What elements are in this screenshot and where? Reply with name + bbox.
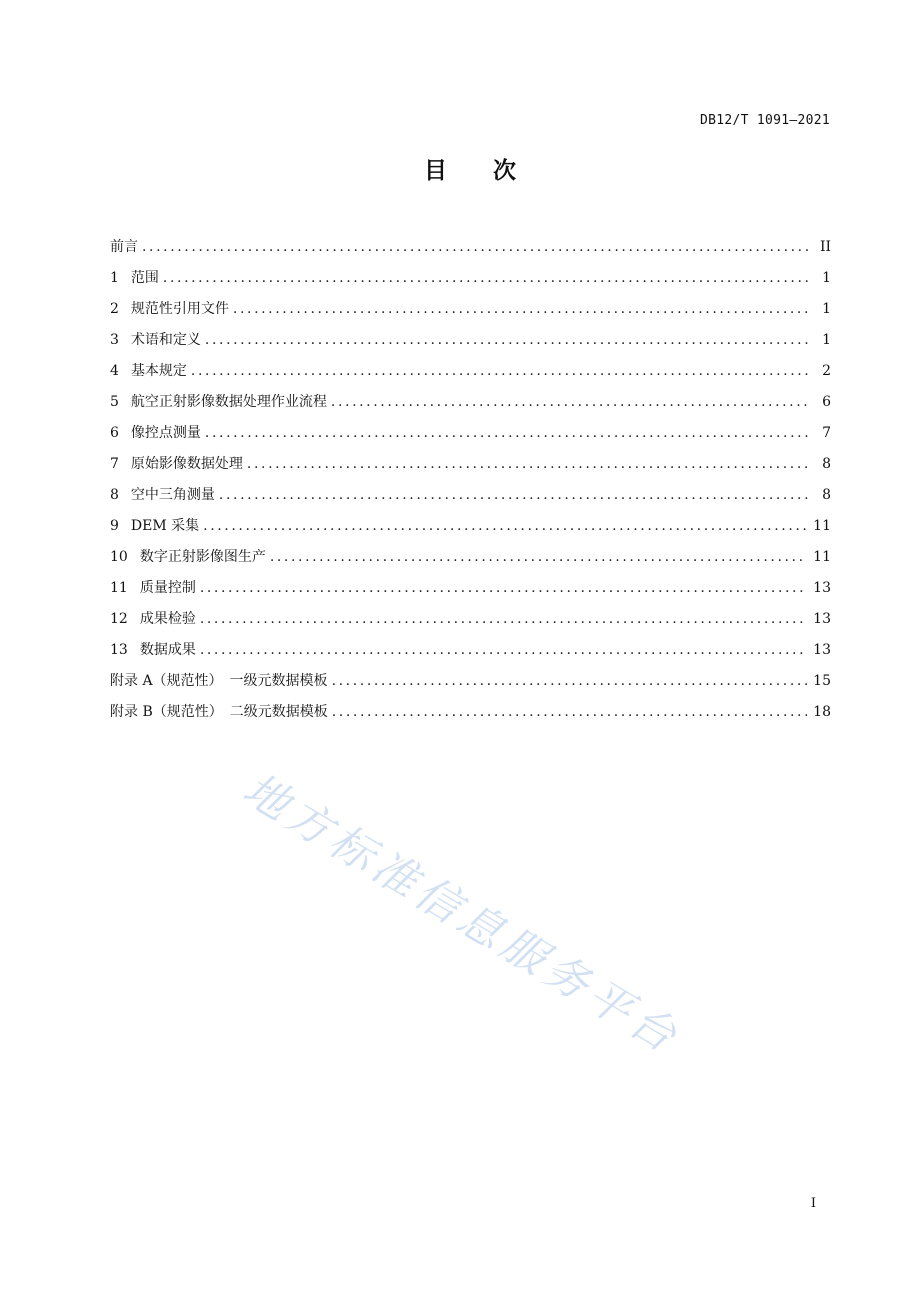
toc-entry-page: 8 — [822, 487, 831, 503]
toc-entry-label: 空中三角测量 — [130, 487, 215, 503]
toc-entry-label: 航空正射影像数据处理作业流程 — [130, 394, 327, 410]
document-code: DB12/T 1091—2021 — [699, 113, 830, 128]
toc-entry-label: 规范性引用文件 — [130, 301, 229, 317]
toc-leader-dots — [163, 263, 811, 294]
toc-entry-7[interactable] — [110, 449, 831, 480]
toc-entry-number: 4 — [110, 363, 119, 379]
toc-entry-number: 11 — [110, 580, 128, 596]
toc-entry-label: 范围 — [130, 270, 159, 286]
toc-entry-label: DEM 采集 — [130, 518, 200, 534]
toc-entry-page: 15 — [813, 673, 831, 689]
toc-entry-4[interactable] — [110, 356, 831, 387]
toc-leader-dots — [331, 387, 811, 418]
toc-entry-page: 1 — [822, 301, 831, 317]
toc-entry-6[interactable] — [110, 418, 831, 449]
toc-leader-dots — [332, 697, 807, 728]
toc-entry-2[interactable] — [110, 294, 831, 325]
toc-entry-3[interactable] — [110, 325, 831, 356]
toc-leader-dots — [219, 480, 811, 511]
toc-entry-page: 2 — [822, 363, 831, 379]
toc-entry-page: 13 — [813, 580, 831, 596]
toc-entry-number: 7 — [110, 456, 119, 472]
table-of-contents — [110, 232, 831, 728]
toc-leader-dots — [203, 511, 807, 542]
page-number: I — [810, 1196, 816, 1211]
toc-leader-dots — [200, 635, 807, 666]
toc-entry-label: 术语和定义 — [130, 332, 201, 348]
toc-entry-label: 原始影像数据处理 — [130, 456, 243, 472]
toc-leader-dots — [332, 666, 808, 697]
toc-entry-number: 9 — [110, 518, 119, 534]
toc-entry-page: II — [819, 239, 831, 255]
toc-entry-label: 质量控制 — [139, 580, 196, 596]
toc-entry-page: 11 — [813, 518, 831, 534]
toc-entry-label: 基本规定 — [130, 363, 187, 379]
toc-entry-label: 数字正射影像图生产 — [139, 549, 266, 565]
toc-leader-dots — [233, 294, 811, 325]
toc-entry-10[interactable] — [110, 542, 831, 573]
toc-entry-9[interactable] — [110, 511, 831, 542]
toc-entry-page: 11 — [813, 549, 831, 565]
toc-leader-dots — [191, 356, 811, 387]
toc-entry-page: 8 — [822, 456, 831, 472]
toc-entry-appendix-b[interactable] — [110, 697, 831, 728]
toc-entry-11[interactable] — [110, 573, 831, 604]
toc-entry-number: 12 — [110, 611, 128, 627]
toc-leader-dots — [200, 604, 807, 635]
toc-entry-12[interactable] — [110, 604, 831, 635]
toc-entry-page: 7 — [822, 425, 831, 441]
watermark — [232, 758, 752, 1078]
toc-entry-label: 像控点测量 — [130, 425, 201, 441]
toc-entry-5[interactable] — [110, 387, 831, 418]
toc-entry-number: 10 — [110, 549, 128, 565]
toc-entry-8[interactable] — [110, 480, 831, 511]
toc-entry-page: 13 — [813, 611, 831, 627]
toc-entry-label: 附录 A（规范性） 一级元数据模板 — [110, 673, 328, 689]
toc-leader-dots — [205, 418, 811, 449]
toc-entry-number: 13 — [110, 642, 128, 658]
toc-leader-dots — [270, 542, 807, 573]
toc-entry-number: 5 — [110, 394, 119, 410]
toc-entry-number: 6 — [110, 425, 119, 441]
toc-entry-preface[interactable] — [110, 232, 831, 263]
toc-entry-page: 6 — [822, 394, 831, 410]
toc-entry-page: 1 — [822, 270, 831, 286]
toc-entry-appendix-a[interactable] — [110, 666, 831, 697]
page-title — [0, 152, 920, 185]
toc-entry-label: 成果检验 — [139, 611, 196, 627]
toc-entry-label: 附录 B（规范性） 二级元数据模板 — [110, 704, 328, 720]
title-char-2: 次 — [493, 158, 516, 184]
watermark-text: 地方标准信息服务平台 — [234, 763, 690, 1065]
toc-entry-13[interactable] — [110, 635, 831, 666]
toc-leader-dots — [247, 449, 811, 480]
toc-entry-number: 8 — [110, 487, 119, 503]
toc-entry-page: 13 — [813, 642, 831, 658]
toc-entry-label: 数据成果 — [139, 642, 196, 658]
toc-leader-dots — [142, 232, 811, 263]
toc-entry-number: 2 — [110, 301, 119, 317]
toc-entry-page: 18 — [813, 704, 831, 720]
toc-entry-1[interactable] — [110, 263, 831, 294]
toc-leader-dots — [205, 325, 811, 356]
title-char-1: 目 — [424, 158, 447, 184]
toc-entry-page: 1 — [822, 332, 831, 348]
toc-leader-dots — [200, 573, 807, 604]
toc-entry-label: 前言 — [110, 239, 138, 255]
toc-entry-number: 3 — [110, 332, 119, 348]
toc-entry-number: 1 — [110, 270, 119, 286]
